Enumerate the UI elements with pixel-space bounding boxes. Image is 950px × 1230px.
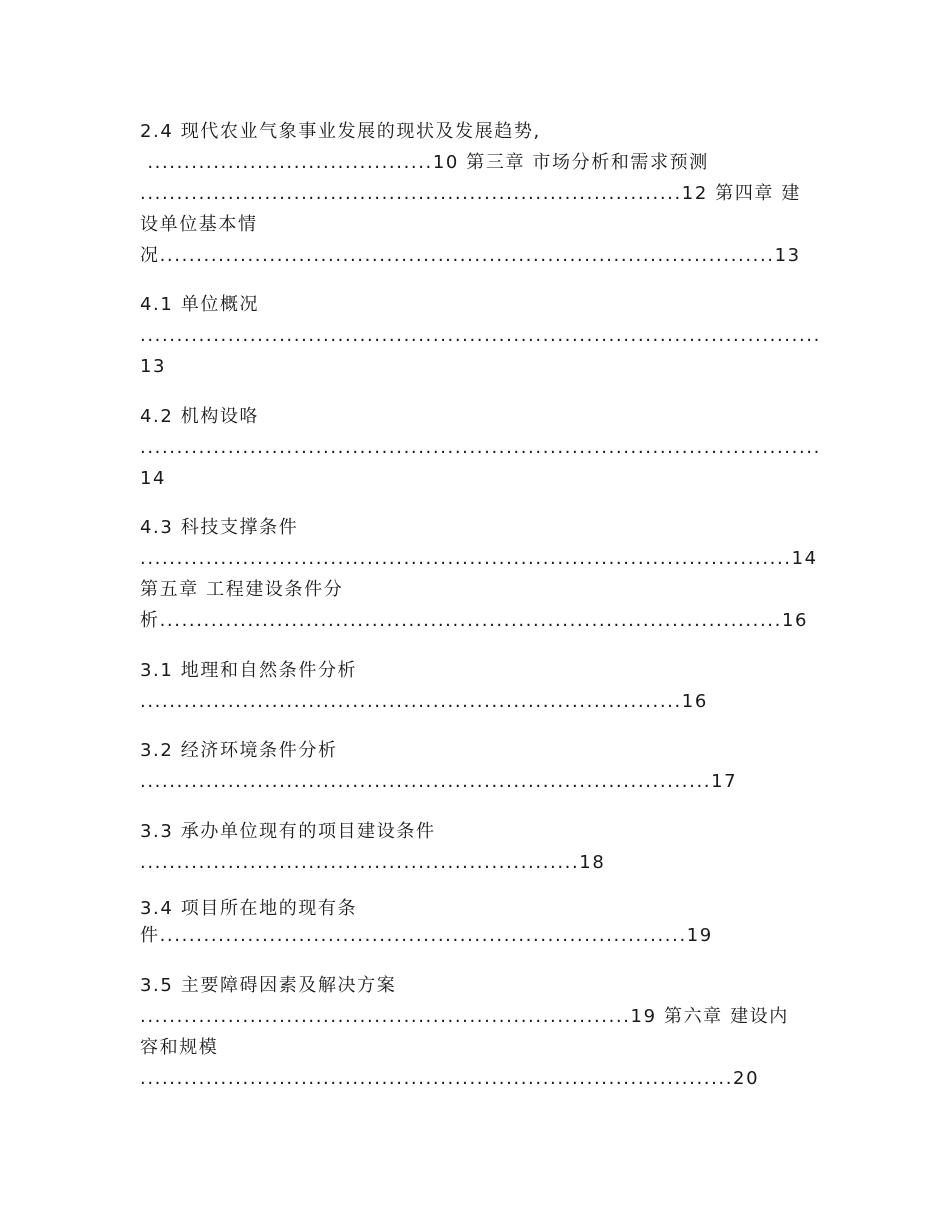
toc-entry-4-3: 4.3 科技支撑条件	[140, 517, 299, 538]
toc-entry-3-2: 3.2 经济环境条件分析	[140, 740, 338, 761]
toc-leader-4-2: .............................................................................................	[140, 437, 821, 458]
toc-entry-chapter-5: 第五章 工程建设条件分	[140, 579, 344, 600]
toc-entry-3-1: 3.1 地理和自然条件分析	[140, 660, 358, 681]
toc-entry-3-4: 3.4 项目所在地的现有条	[140, 898, 358, 919]
toc-leader-3-2: ..............................................................................17	[140, 771, 738, 792]
toc-entry-chapter-4-start: ..........................................................................12 第四章 建	[140, 183, 801, 204]
toc-leader-4-3: .........................................................................................14	[140, 548, 818, 569]
toc-entry-4-2: 4.2 机构设咯	[140, 406, 260, 427]
toc-leader-3-3: ............................................................18	[140, 852, 606, 873]
toc-page-4-2: 14	[140, 468, 167, 489]
toc-entry-2-4: 2.4 现代农业气象事业发展的现状及发展趋势,	[140, 121, 541, 142]
toc-leader-3-1: ..........................................................................16	[140, 691, 708, 712]
toc-entry-3-5: 3.5 主要障碍因素及解决方案	[140, 975, 397, 996]
toc-leader-3-5: ...................................................................19 第六章 建设内	[140, 1006, 789, 1027]
toc-leader-4-1: .............................................................................................	[140, 325, 821, 346]
toc-entry-3-3: 3.3 承办单位现有的项目建设条件	[140, 821, 436, 842]
toc-leader-chapter-5: 析.....................................................................................16	[140, 610, 809, 631]
toc-entry-chapter-6-cont: 容和规模	[140, 1037, 219, 1058]
toc-entry-chapter-4-cont: 设单位基本情	[140, 214, 258, 235]
toc-leader-chapter-6: .................................................................................20	[140, 1068, 760, 1089]
toc-entry-chapter-4-page: 况....................................................................................13	[140, 245, 801, 266]
toc-page-4-1: 13	[140, 356, 167, 377]
toc-entry-4-1: 4.1 单位概况	[140, 294, 260, 315]
toc-leader-3-4: 件........................................................................19	[140, 925, 713, 946]
toc-entry-chapter-3: .......................................10 第三章 市场分析和需求预测	[140, 152, 709, 173]
